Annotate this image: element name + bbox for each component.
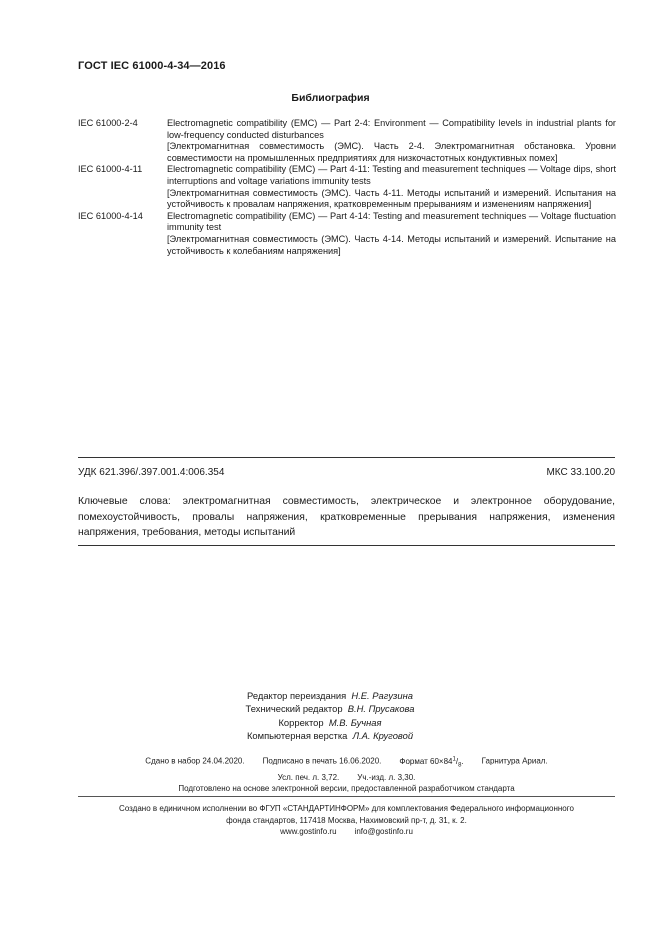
credit-role: Корректор (278, 716, 324, 728)
credit-name: Л.А. Круговой (352, 730, 414, 742)
bibliography-entry (78, 118, 616, 164)
publication-line-2 (78, 772, 615, 784)
credit-layout (160, 729, 500, 742)
credit-tech-editor (160, 702, 500, 715)
bibliography-russian-title: [Электромагнитная совместимость (ЭМС). Часть 2-4. Электромагнитная обстановка. Уровни совместимости на промышленных предприятиях для низкочастотных кондуктивных помех] (167, 141, 616, 163)
mks-code: МКС 33.100.20 (546, 467, 615, 478)
bibliography-english-title: Electromagnetic compatibility (EMC) — Part 4-14: Testing and measurement techniques — Voltage fluctuation immunity test (167, 210, 616, 233)
publication-line-1 (78, 754, 615, 772)
print-sheets: Усл. печ. л. 3,72. (277, 772, 340, 782)
footer-line-2: фонда стандартов, 117418 Москва, Нахимовский пр-т, д. 31, к. 2. (226, 815, 467, 825)
bottom-divider (78, 545, 615, 546)
credit-name: В.Н. Прусакова (347, 703, 415, 715)
footer-divider (78, 796, 615, 797)
top-divider (78, 457, 615, 458)
publisher-sheets: Уч.-изд. л. 3,30. (357, 772, 416, 782)
submitted-date: Сдано в набор 24.04.2020. (145, 756, 245, 766)
bibliography-code: IEC 61000-4-11 (78, 164, 143, 175)
website-link[interactable]: www.gostinfo.ru (280, 827, 337, 837)
credits-block (160, 689, 500, 743)
udk-code: УДК 621.396/.397.001.4:006.354 (78, 467, 225, 478)
credit-role: Компьютерная верстка (246, 730, 348, 742)
standard-header: ГОСТ IEC 61000-4-34—2016 (78, 60, 226, 72)
bibliography-entry (78, 164, 616, 210)
footer-line-1: Создано в единичном исполнении во ФГУП «СТАНДАРТИНФОРМ» для комплектования Федерального информационного (119, 804, 574, 813)
credit-proofreader (160, 716, 500, 729)
credit-editor (160, 689, 500, 702)
bibliography-entry (78, 211, 616, 257)
credit-role: Редактор переиздания (247, 690, 347, 701)
bibliography-title: Библиография (291, 92, 370, 104)
classification-row (78, 467, 615, 478)
bibliography-code: IEC 61000-4-14 (78, 210, 143, 221)
email-link[interactable]: info@gostinfo.ru (354, 827, 413, 837)
paper-format: Формат $60\times 84^1/_8$. (399, 756, 464, 769)
bibliography-text (167, 118, 616, 164)
signed-date: Подписано в печать 16.06.2020. (262, 756, 382, 766)
bibliography-english-title: Electromagnetic compatibility (EMC) — Part 4-11: Testing and measurement techniques — Voltage dips, short interruptions and voltage variations immunity tests (167, 164, 616, 186)
publication-line-3: Подготовлено на основе электронной версии, предоставленной разработчиком стандарта (178, 784, 515, 794)
publisher-footer (78, 803, 615, 838)
typeface: Гарнитура Ариал. (481, 756, 548, 766)
bibliography-list (78, 118, 616, 257)
bibliography-code: IEC 61000-2-4 (78, 118, 138, 128)
bibliography-text (167, 211, 616, 257)
credit-role: Технический редактор (245, 703, 343, 715)
credit-name: Н.Е. Рагузина (351, 690, 413, 701)
bibliography-text (167, 164, 616, 210)
bibliography-russian-title: [Электромагнитная совместимость (ЭМС). Часть 4-14. Методы испытаний и измерений. Испытание на устойчивость к колебаниям напряжения] (167, 233, 616, 256)
bibliography-english-title: Electromagnetic compatibility (EMC) — Part 2-4: Environment — Compatibility levels in industrial plants for low-frequency conducted disturbances (167, 118, 616, 140)
keywords-paragraph: Ключевые слова: электромагнитная совместимость, электрическое и электронное оборудование, помехоустойчивость, провалы напряжения, кратковременные прерывания напряжения, изменения напряжения, требования, методы испытаний (78, 496, 615, 538)
footer-line-3 (78, 826, 615, 838)
credit-name: М.В. Бучная (328, 716, 382, 728)
bibliography-russian-title: [Электромагнитная совместимость (ЭМС). Часть 4-11. Методы испытаний и измерений. Испытания на устойчивость к провалам напряжения, кратковременным прерываниям и изменениям напряжения] (167, 187, 616, 210)
publication-info (78, 754, 615, 795)
